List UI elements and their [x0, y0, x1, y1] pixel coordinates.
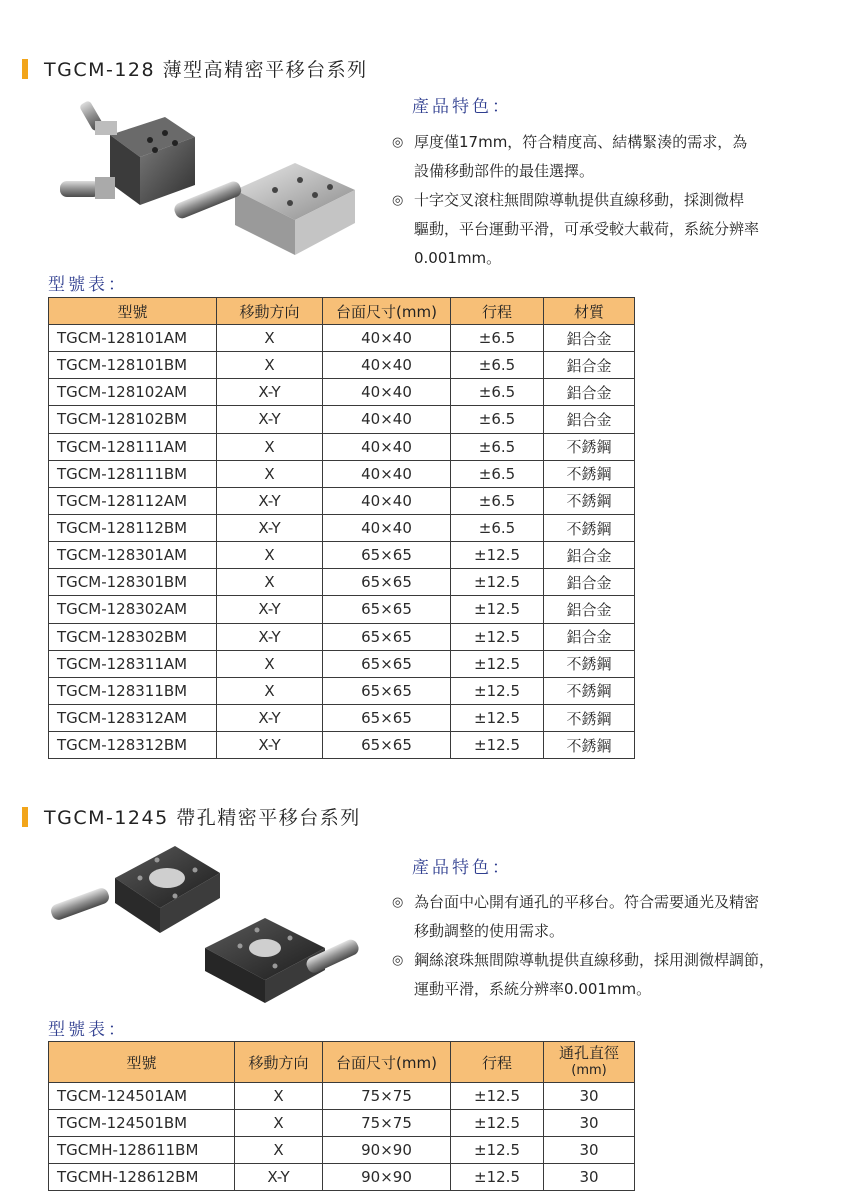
col-header-hole-diameter: [544, 1042, 635, 1083]
cell-material: 鋁合金: [544, 379, 635, 406]
cell-model: TGCM-128101AM: [49, 325, 217, 352]
cell-direction: X: [217, 677, 323, 704]
cell-direction: X: [217, 460, 323, 487]
col-header-model: 型號: [49, 1042, 235, 1083]
features-list: [392, 128, 837, 273]
cell-model: TGCM-128111AM: [49, 433, 217, 460]
col-header-direction: 移動方向: [235, 1042, 323, 1083]
table-row: [49, 596, 635, 623]
table-row: [49, 514, 635, 541]
cell-model: TGCMH-128611BM: [49, 1137, 235, 1164]
cell-travel: ±12.5: [451, 569, 544, 596]
table-row: [49, 569, 635, 596]
cell-table-size: 75×75: [323, 1083, 451, 1110]
table-row: [49, 487, 635, 514]
section2-title: [22, 803, 361, 830]
cell-travel: ±6.5: [451, 379, 544, 406]
cell-direction: X-Y: [217, 623, 323, 650]
table-row: [49, 1164, 635, 1191]
cell-travel: ±6.5: [451, 406, 544, 433]
cell-hole-diameter: 30: [544, 1110, 635, 1137]
cell-table-size: 40×40: [323, 487, 451, 514]
cell-direction: X: [217, 433, 323, 460]
cell-direction: X: [217, 542, 323, 569]
cell-travel: ±12.5: [451, 677, 544, 704]
cell-model: TGCM-128311BM: [49, 677, 217, 704]
cell-direction: X: [217, 352, 323, 379]
cell-table-size: 40×40: [323, 379, 451, 406]
cell-model: TGCM-128101BM: [49, 352, 217, 379]
cell-model: TGCM-128111BM: [49, 460, 217, 487]
cell-material: 不銹鋼: [544, 514, 635, 541]
table-row: [49, 406, 635, 433]
col-header-travel: 行程: [451, 298, 544, 325]
cell-direction: X: [235, 1083, 323, 1110]
cell-model: TGCM-128311AM: [49, 650, 217, 677]
table-header-row: [49, 298, 635, 325]
cell-table-size: 65×65: [323, 596, 451, 623]
bullet-icon: ◎: [392, 953, 404, 968]
cell-direction: X: [235, 1137, 323, 1164]
cell-travel: ±12.5: [451, 596, 544, 623]
cell-material: 不銹鋼: [544, 704, 635, 731]
model-table-heading: 型號表：: [48, 1020, 128, 1040]
cell-direction: X: [217, 569, 323, 596]
cell-travel: ±12.5: [451, 542, 544, 569]
cell-travel: ±6.5: [451, 487, 544, 514]
feature-item: [392, 186, 837, 273]
feature-line: 移動調整的使用需求。: [414, 922, 565, 940]
cell-material: 不銹鋼: [544, 460, 635, 487]
cell-material: 不銹鋼: [544, 487, 635, 514]
cell-material: 鋁合金: [544, 325, 635, 352]
table-row: [49, 379, 635, 406]
cell-travel: ±6.5: [451, 514, 544, 541]
col-header-hole-diameter-unit: (mm): [571, 1063, 607, 1078]
col-header-direction: 移動方向: [217, 298, 323, 325]
cell-material: 鋁合金: [544, 569, 635, 596]
cell-model: TGCM-128102AM: [49, 379, 217, 406]
cell-model: TGCM-128112BM: [49, 514, 217, 541]
bullet-icon: ◎: [392, 193, 404, 208]
feature-line: 為台面中心開有通孔的平移台。符合需要通光及精密: [414, 893, 760, 911]
model-table-tgcm128: [48, 297, 635, 759]
cell-table-size: 40×40: [323, 406, 451, 433]
table-header-row: [49, 1042, 635, 1083]
cell-model: TGCM-128302BM: [49, 623, 217, 650]
cell-model: TGCM-128302AM: [49, 596, 217, 623]
col-header-table-size: 台面尺寸(mm): [323, 298, 451, 325]
product-photo-tgcm128: [55, 95, 375, 270]
section2-title-text: TGCM-1245 帶孔精密平移台系列: [44, 807, 361, 829]
table-row: [49, 623, 635, 650]
cell-travel: ±6.5: [451, 460, 544, 487]
cell-model: TGCM-128301AM: [49, 542, 217, 569]
cell-material: 鋁合金: [544, 352, 635, 379]
cell-direction: X-Y: [217, 704, 323, 731]
col-header-material: 材質: [544, 298, 635, 325]
cell-travel: ±12.5: [451, 1083, 544, 1110]
bullet-icon: ◎: [392, 895, 404, 910]
cell-table-size: 65×65: [323, 704, 451, 731]
cell-travel: ±12.5: [451, 1137, 544, 1164]
cell-table-size: 65×65: [323, 542, 451, 569]
cell-direction: X: [217, 650, 323, 677]
cell-material: 不銹鋼: [544, 732, 635, 759]
cell-table-size: 65×65: [323, 569, 451, 596]
cell-hole-diameter: 30: [544, 1083, 635, 1110]
feature-item: [392, 946, 837, 1004]
feature-line: 厚度僅17mm，符合精度高、結構緊湊的需求，為: [414, 133, 748, 151]
table-row: [49, 542, 635, 569]
model-table-heading: 型號表：: [48, 275, 128, 295]
cell-table-size: 40×40: [323, 460, 451, 487]
cell-material: 鋁合金: [544, 542, 635, 569]
col-header-travel: 行程: [451, 1042, 544, 1083]
table-row: [49, 1137, 635, 1164]
cell-hole-diameter: 30: [544, 1164, 635, 1191]
section1-title-text: TGCM-128 薄型高精密平移台系列: [44, 59, 368, 81]
feature-line: 運動平滑，系統分辨率0.001mm。: [414, 980, 652, 998]
cell-table-size: 65×65: [323, 732, 451, 759]
features-heading: 產品特色：: [412, 858, 512, 878]
feature-line: 十字交叉滾柱無間隙導軌提供直線移動，採測微桿: [414, 191, 745, 209]
cell-table-size: 40×40: [323, 433, 451, 460]
cell-model: TGCM-128312BM: [49, 732, 217, 759]
col-header-hole-diameter-label: 通孔直徑: [558, 1044, 619, 1062]
cell-material: 不銹鋼: [544, 433, 635, 460]
cell-direction: X-Y: [217, 406, 323, 433]
table-row: [49, 732, 635, 759]
cell-table-size: 65×65: [323, 650, 451, 677]
cell-model: TGCM-128312AM: [49, 704, 217, 731]
model-table-tgcm1245: [48, 1041, 635, 1191]
cell-travel: ±6.5: [451, 433, 544, 460]
feature-item: [392, 128, 837, 186]
accent-bar: [22, 807, 28, 827]
cell-material: 鋁合金: [544, 406, 635, 433]
feature-line: 鋼絲滾珠無間隙導軌提供直線移動，採用測微桿調節，: [414, 951, 775, 969]
cell-direction: X-Y: [217, 596, 323, 623]
feature-line: 設備移動部件的最佳選擇。: [414, 162, 595, 180]
table-row: [49, 460, 635, 487]
cell-direction: X: [217, 325, 323, 352]
cell-travel: ±12.5: [451, 1110, 544, 1137]
feature-line: 0.001mm。: [414, 249, 502, 267]
cell-table-size: 65×65: [323, 623, 451, 650]
cell-material: 鋁合金: [544, 623, 635, 650]
cell-travel: ±12.5: [451, 623, 544, 650]
cell-direction: X-Y: [217, 487, 323, 514]
table-row: [49, 650, 635, 677]
cell-model: TGCM-128301BM: [49, 569, 217, 596]
table-row: [49, 325, 635, 352]
col-header-model: 型號: [49, 298, 217, 325]
cell-table-size: 75×75: [323, 1110, 451, 1137]
cell-model: TGCM-128102BM: [49, 406, 217, 433]
cell-travel: ±12.5: [451, 1164, 544, 1191]
cell-travel: ±12.5: [451, 704, 544, 731]
cell-model: TGCM-124501AM: [49, 1083, 235, 1110]
table-row: [49, 433, 635, 460]
cell-direction: X-Y: [217, 514, 323, 541]
bullet-icon: ◎: [392, 135, 404, 150]
cell-direction: X-Y: [217, 379, 323, 406]
cell-material: 不銹鋼: [544, 677, 635, 704]
cell-model: TGCMH-128612BM: [49, 1164, 235, 1191]
cell-hole-diameter: 30: [544, 1137, 635, 1164]
cell-travel: ±6.5: [451, 325, 544, 352]
cell-material: 不銹鋼: [544, 650, 635, 677]
cell-table-size: 90×90: [323, 1137, 451, 1164]
accent-bar: [22, 59, 28, 79]
cell-table-size: 40×40: [323, 352, 451, 379]
feature-item: [392, 888, 837, 946]
cell-travel: ±12.5: [451, 650, 544, 677]
cell-model: TGCM-124501BM: [49, 1110, 235, 1137]
table-row: [49, 352, 635, 379]
cell-material: 鋁合金: [544, 596, 635, 623]
section1-title: [22, 55, 368, 82]
cell-direction: X-Y: [217, 732, 323, 759]
table-row: [49, 1110, 635, 1137]
cell-direction: X-Y: [235, 1164, 323, 1191]
cell-table-size: 90×90: [323, 1164, 451, 1191]
cell-travel: ±6.5: [451, 352, 544, 379]
table-row: [49, 704, 635, 731]
cell-travel: ±12.5: [451, 732, 544, 759]
table-row: [49, 1083, 635, 1110]
table-row: [49, 677, 635, 704]
features-list: [392, 888, 837, 1004]
cell-table-size: 65×65: [323, 677, 451, 704]
cell-model: TGCM-128112AM: [49, 487, 217, 514]
features-heading: 產品特色：: [412, 97, 512, 117]
cell-table-size: 40×40: [323, 514, 451, 541]
col-header-table-size: 台面尺寸(mm): [323, 1042, 451, 1083]
cell-table-size: 40×40: [323, 325, 451, 352]
feature-line: 驅動，平台運動平滑，可承受較大載荷，系統分辨率: [414, 220, 760, 238]
product-photo-tgcm1245: [45, 838, 375, 1013]
cell-direction: X: [235, 1110, 323, 1137]
